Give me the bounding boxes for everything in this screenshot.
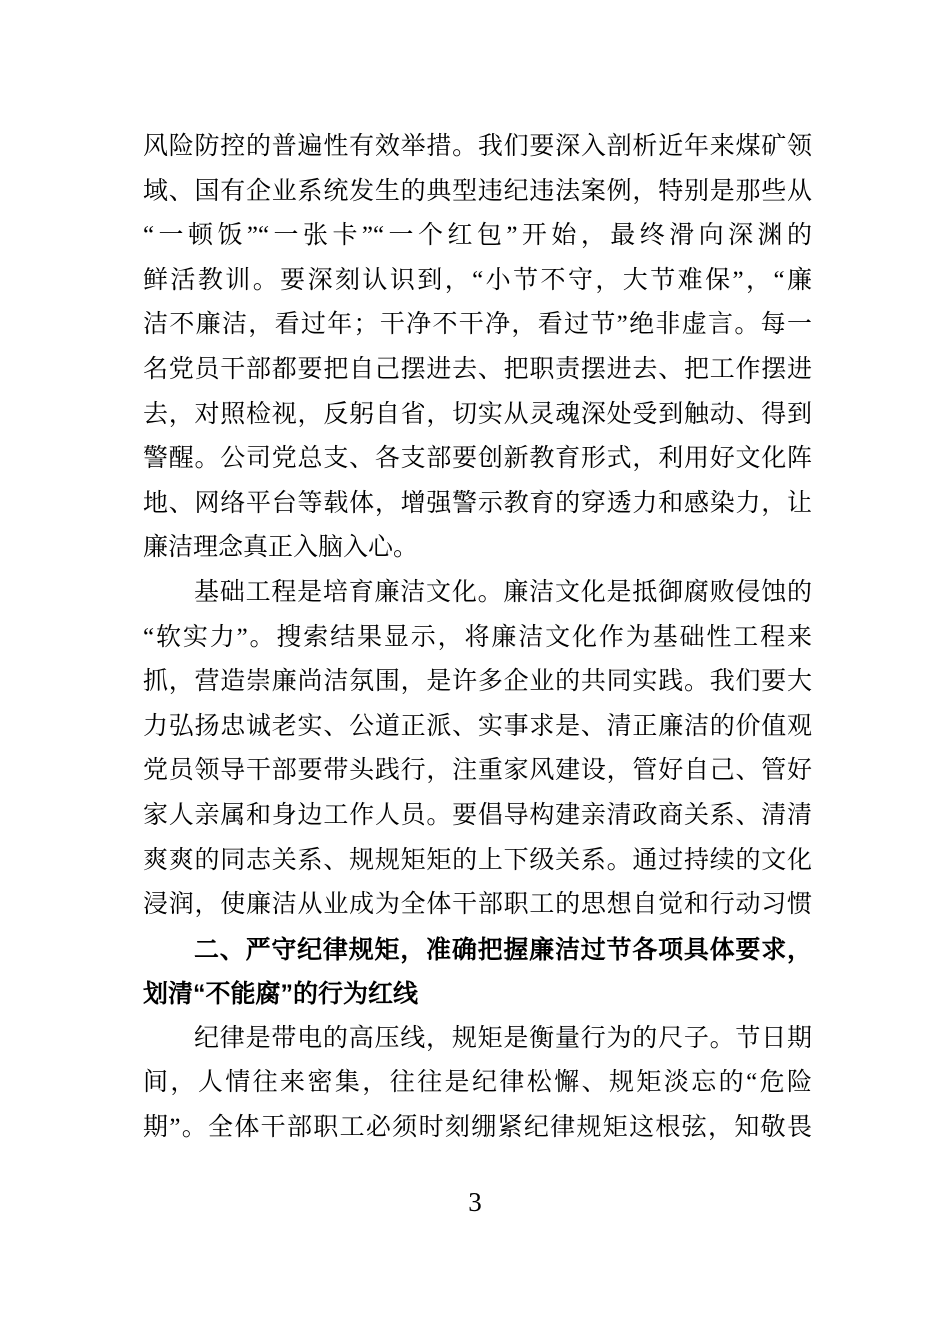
document-text <box>143 125 812 1151</box>
text-line: “一顿饭”“一张卡”“一个红包”开始，最终滑向深渊的 <box>143 222 812 250</box>
text-line: 洁不廉洁，看过年；干净不干净，看过节”绝非虚言。每一 <box>143 311 812 339</box>
text-line: “软实力”。搜索结果显示，将廉洁文化作为基础性工程来 <box>143 623 812 651</box>
heading-line: 划清“不能腐”的行为红线 <box>143 980 419 1009</box>
text-line: 名党员干部都要把自己摆进去、把职责摆进去、把工作摆进 <box>143 355 812 383</box>
text-line: 党员领导干部要带头践行，注重家风建设，管好自己、管好 <box>143 757 812 785</box>
text-line: 间，人情往来密集，往往是纪律松懈、规矩淡忘的“危险 <box>143 1069 812 1097</box>
text-line: 基础工程是培育廉洁文化。廉洁文化是抵御腐败侵蚀的 <box>194 578 812 606</box>
page-number: 3 <box>468 1187 482 1217</box>
text-line: 去，对照检视，反躬自省，切实从灵魂深处受到触动、得到 <box>143 400 812 428</box>
text-line: 地、网络平台等载体，增强警示教育的穿透力和感染力，让 <box>143 489 812 517</box>
text-line: 家人亲属和身边工作人员。要倡导构建亲清政商关系、清清 <box>143 801 812 829</box>
text-line: 期”。全体干部职工必须时刻绷紧纪律规矩这根弦，知敬畏 <box>143 1114 812 1142</box>
heading-line: 二、严守纪律规矩，准确把握廉洁过节各项具体要求， <box>194 935 812 964</box>
text-line: 风险防控的普遍性有效举措。我们要深入剖析近年来煤矿领 <box>143 133 812 160</box>
text-line: 警醒。公司党总支、各支部要创新教育形式，利用好文化阵 <box>143 445 812 473</box>
text-line: 浸润，使廉洁从业成为全体干部职工的思想自觉和行动习惯 <box>143 891 812 919</box>
text-line: 廉洁理念真正入脑入心。 <box>143 534 419 562</box>
text-line: 域、国有企业系统发生的典型违纪违法案例，特别是那些从 <box>143 177 812 205</box>
text-line: 纪律是带电的高压线，规矩是衡量行为的尺子。节日期 <box>194 1024 812 1052</box>
text-line: 抓，营造崇廉尚洁氛围，是许多企业的共同实践。我们要大 <box>143 668 812 696</box>
text-line: 爽爽的同志关系、规规矩矩的上下级关系。通过持续的文化 <box>143 846 812 874</box>
text-line: 力弘扬忠诚老实、公道正派、实事求是、清正廉洁的价值观 <box>143 712 812 740</box>
text-line: 鲜活教训。要深刻认识到，“小节不守，大节难保”，“廉 <box>143 266 812 294</box>
